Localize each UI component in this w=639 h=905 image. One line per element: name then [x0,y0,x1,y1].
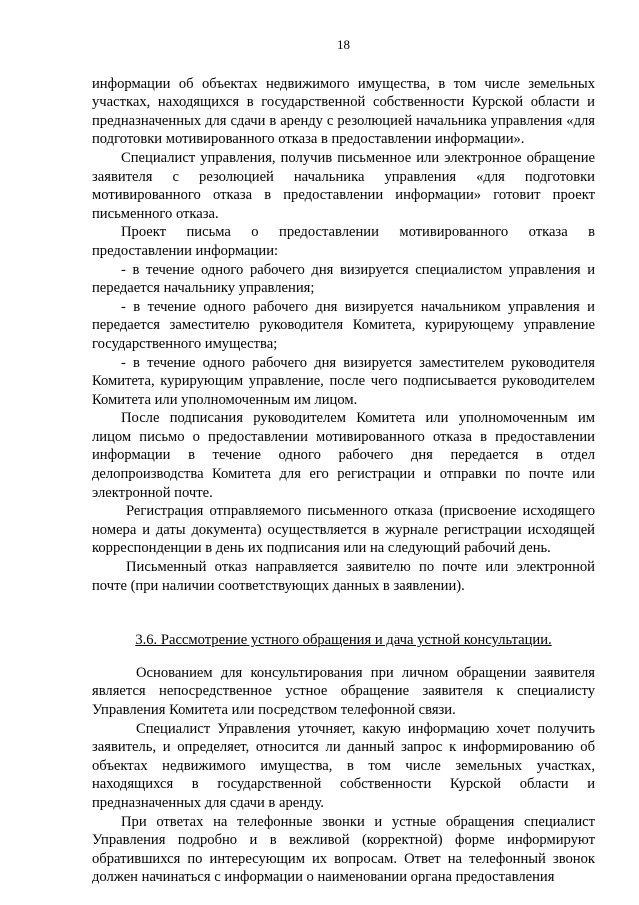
paragraph-refusal-sent: Письменный отказ направляется заявителю по почте или электронной почте (при наличии соответствующих данных в заявлении). [92,559,595,594]
paragraph-draft-letter: Проект письма о предоставлении мотивированного отказа в предоставлении информации: [92,224,595,259]
list-item-deputy-visa: - в течение одного рабочего дня визируется заместителем руководителя Комитета, курирующим управление, после чего подписывается руководителем Комитета или уполномоченным им лицом. [92,354,595,408]
paragraph-registration: Регистрация отправляемого письменного отказа (присвоение исходящего номера и даты документа) осуществляется в журнале регистрации исходящей корреспонденции в день их подписания или на следующий рабочий день. [92,503,595,557]
paragraph-phone-answers: При ответах на телефонные звонки и устные обращения специалист Управления подробно и в вежливой (корректной) форме информируют обратившихся по интересующим их вопросам. Ответ на телефонный звонок должен начинаться с информации о наименовании органа предоставления [92,813,595,886]
section-title: 3.6. Рассмотрение устного обращения и дача устной консультации. [135,632,552,649]
paragraph-specialist-prepares-refusal: Специалист управления, получив письменное или электронное обращение заявителя с резолюцией начальника управления «для подготовки мотивированного отказа в предоставлении информации» готовит проект письменного отказа. [92,149,595,222]
list-item-head-visa: - в течение одного рабочего дня визируется начальником управления и передается заместителю руководителя Комитета, курирующему управление государственного имущества; [92,298,595,352]
page-number: 18 [337,37,350,52]
paragraph-consultation-basis: Основанием для консультирования при личном обращении заявителя является непосредственное устное обращение заявителя к специалисту Управления Комитета или посредством телефонной связи. [92,664,595,718]
paragraph-continuation: информации об объектах недвижимого имущества, в том числе земельных участках, находящихся в государственной собственности Курской области и предназначенных для сдачи в аренду с резолюцией начальника управления «для подготовки мотивированного отказа в предоставлении информации». [92,75,595,148]
list-item-specialist-visa: - в течение одного рабочего дня визируется специалистом управления и передается начальнику управления; [92,261,595,297]
paragraph-specialist-clarifies: Специалист Управления уточняет, какую информацию хочет получить заявитель, и определяет, относится ли данный запрос к информированию об объектах недвижимого имущества, в том числе земельных участках, находящихся в государственной собственности Курской области и предназначенных для сдачи в аренду. [92,720,595,811]
paragraph-after-signing: После подписания руководителем Комитета или уполномоченным им лицом письмо о предоставлении мотивированного отказа в предоставлении информации в течение одного рабочего дня передается в отдел делопроизводства Комитета для его регистрации и отправки по почте или электронной почте. [92,410,595,501]
